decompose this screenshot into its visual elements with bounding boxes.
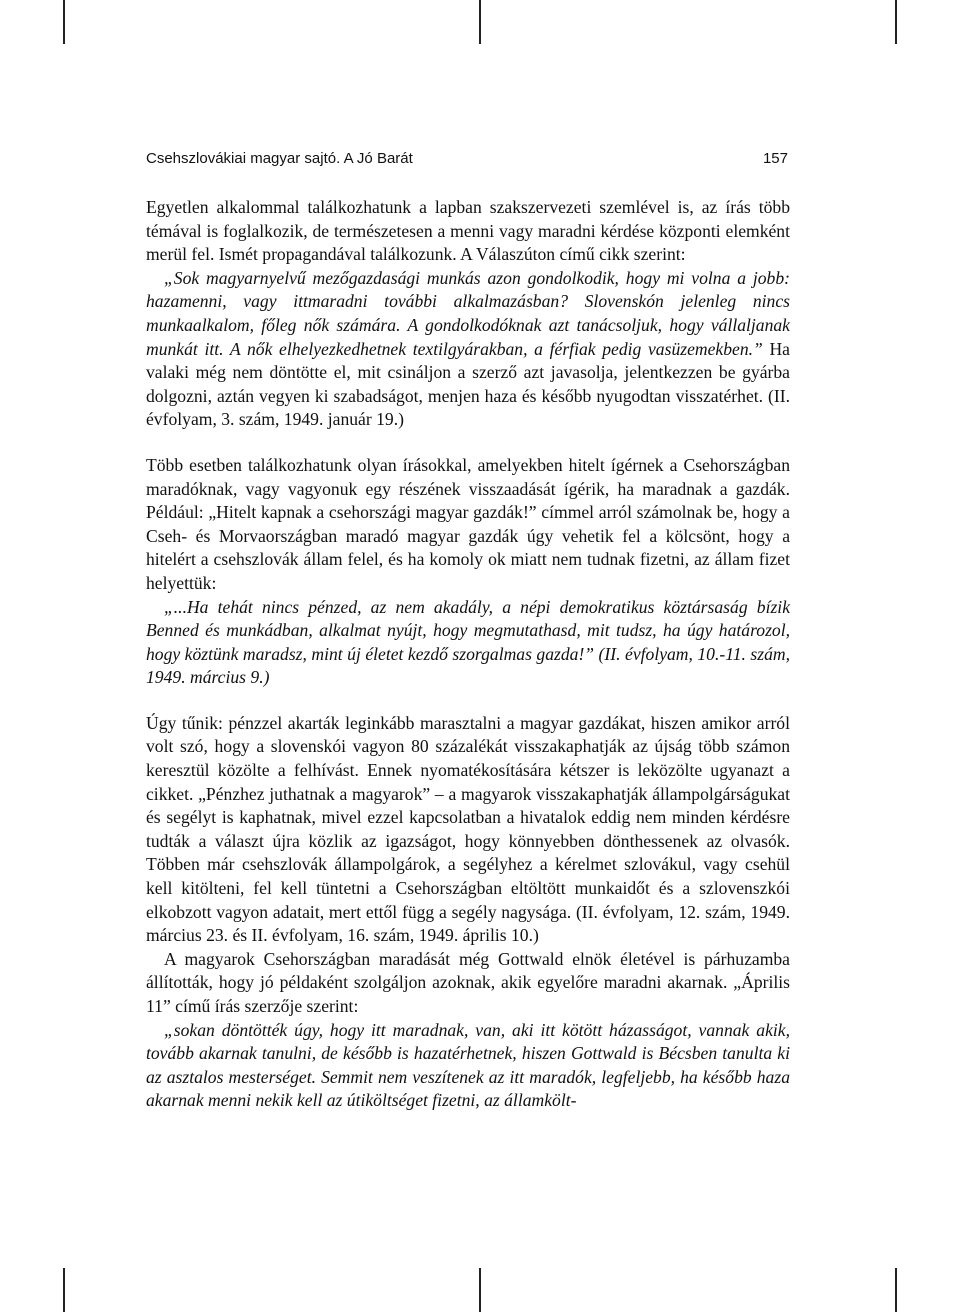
- crop-mark: [479, 1268, 481, 1312]
- quote-paragraph: „...Ha tehát nincs pénzed, az nem akadály, a népi demokratikus köztársaság bízik Benned és munkádban, alkalmat nyújt, hogy megmutathasd, mit tudsz, ha úgy határozol, hogy köztünk maradsz, mint új életet kezdő szorgalmas gazda!” (II. évfolyam, 10.-11. szám, 1949. március 9.): [146, 596, 790, 688]
- quote-paragraph: „sokan döntötték úgy, hogy itt maradnak, van, aki itt kötött házasságot, vannak akik, tovább akarnak tanulni, de később is hazatérhetnek, hiszen Gottwald is Bécsben tanulta ki az asztalos mesterséget. Semmit nem veszítenek az itt maradók, legfeljebb, ha később haza akarnak menni nekik kell az útiköltséget fizetni, az államkölt-: [146, 1019, 790, 1111]
- crop-mark: [479, 0, 481, 44]
- quote-paragraph: [146, 267, 790, 432]
- page-number: 157: [762, 150, 788, 167]
- page-body: [146, 196, 790, 1113]
- quote-text: „Sok magyarnyelvű mezőgazdasági munkás azon gondolkodik, hogy mi volna a jobb: hazamenni, vagy ittmaradni további alkalmazásban? Slovenskón jelenleg nincs munkaalkalom, főleg nők számára. A gondolkodóknak azt tanácsoljuk, hogy vállaljanak munkát itt. A nők elhelyezkedhetnek textilgyárakban, a férfiak pedig vasüzemekben.”: [146, 267, 790, 359]
- crop-mark: [895, 1268, 897, 1312]
- paragraph: Egyetlen alkalommal találkozhatunk a lapban szakszervezeti szemlével is, az írás több témával is foglalkozik, de természetesen a menni vagy maradni kérdése központi elemként merül fel. Ismét propagandával találkozunk. A Válaszúton című cikk szerint:: [146, 197, 790, 265]
- crop-mark: [895, 0, 897, 44]
- paragraph: Úgy tűnik: pénzzel akarták leginkább marasztalni a magyar gazdákat, hiszen amikor arról volt szó, hogy a slovenskói vagyon 80 százalékát visszakaphatják az újság több számon keresztül közölte a felhívást. Ennek nyomatékosítására kétszer is leközölte ugyanazt a cikket. „Pénzhez juthatnak a magyarok” – a magyarok visszakaphatják állampolgárságukat és segélyt is kaphatnak, mivel ezzel kapcsolatban a hivatalok eddig nem minden kérdésre tudták a választ újra közlik az igazságot, hogy könnyebben dönthessenek az olvasók. Többen már csehszlovák állampolgárok, a segélyhez a kérelmet szlovákul, vagy csehül kell kitölteni, fel kell tüntetni a Csehországban eltöltött munkaidőt és a szlovenszkói elkobzott vagyon adatait, mert ettől függ a segély nagysága. (II. évfolyam, 12. szám, 1949. március 23. és II. évfolyam, 16. szám, 1949. április 10.): [146, 712, 790, 946]
- crop-mark: [63, 1268, 65, 1312]
- paragraph-text: Ha valaki még nem döntötte el, mit csináljon a szerző azt javasolja, jelentkezzen be gyárba dolgozni, aztán vegyen ki szabadságot, menjen haza és később nyugodtan visszatérhet. (II. évfolyam, 3. szám, 1949. január 19.): [146, 338, 790, 430]
- paragraph: Több esetben találkozhatunk olyan írásokkal, amelyekben hitelt ígérnek a Csehországban maradóknak, vagy vagyonuk egy részének visszaadását ígérik, ha maradnak a gazdák. Például: „Hitelt kapnak a csehországi magyar gazdák!” címmel arról számolnak be, hogy a Cseh- és Morvaországban maradó magyar gazdák úgy vehetik fel a kölcsönt, hogy a hitelért a csehszlovák állam felel, és ha komoly ok miatt nem tudnak fizetni, az állam fizet helyettük:: [146, 454, 790, 593]
- running-title: Csehszlovákiai magyar sajtó. A Jó Barát: [146, 150, 413, 167]
- running-header: [146, 150, 788, 167]
- paragraph: A magyarok Csehországban maradását még Gottwald elnök életével is párhuzamba állították, hogy jó példaként szolgáljon azoknak, akik egyelőre maradni akarnak. „Április 11” című írás szerzője szerint:: [146, 948, 790, 1016]
- crop-mark: [63, 0, 65, 44]
